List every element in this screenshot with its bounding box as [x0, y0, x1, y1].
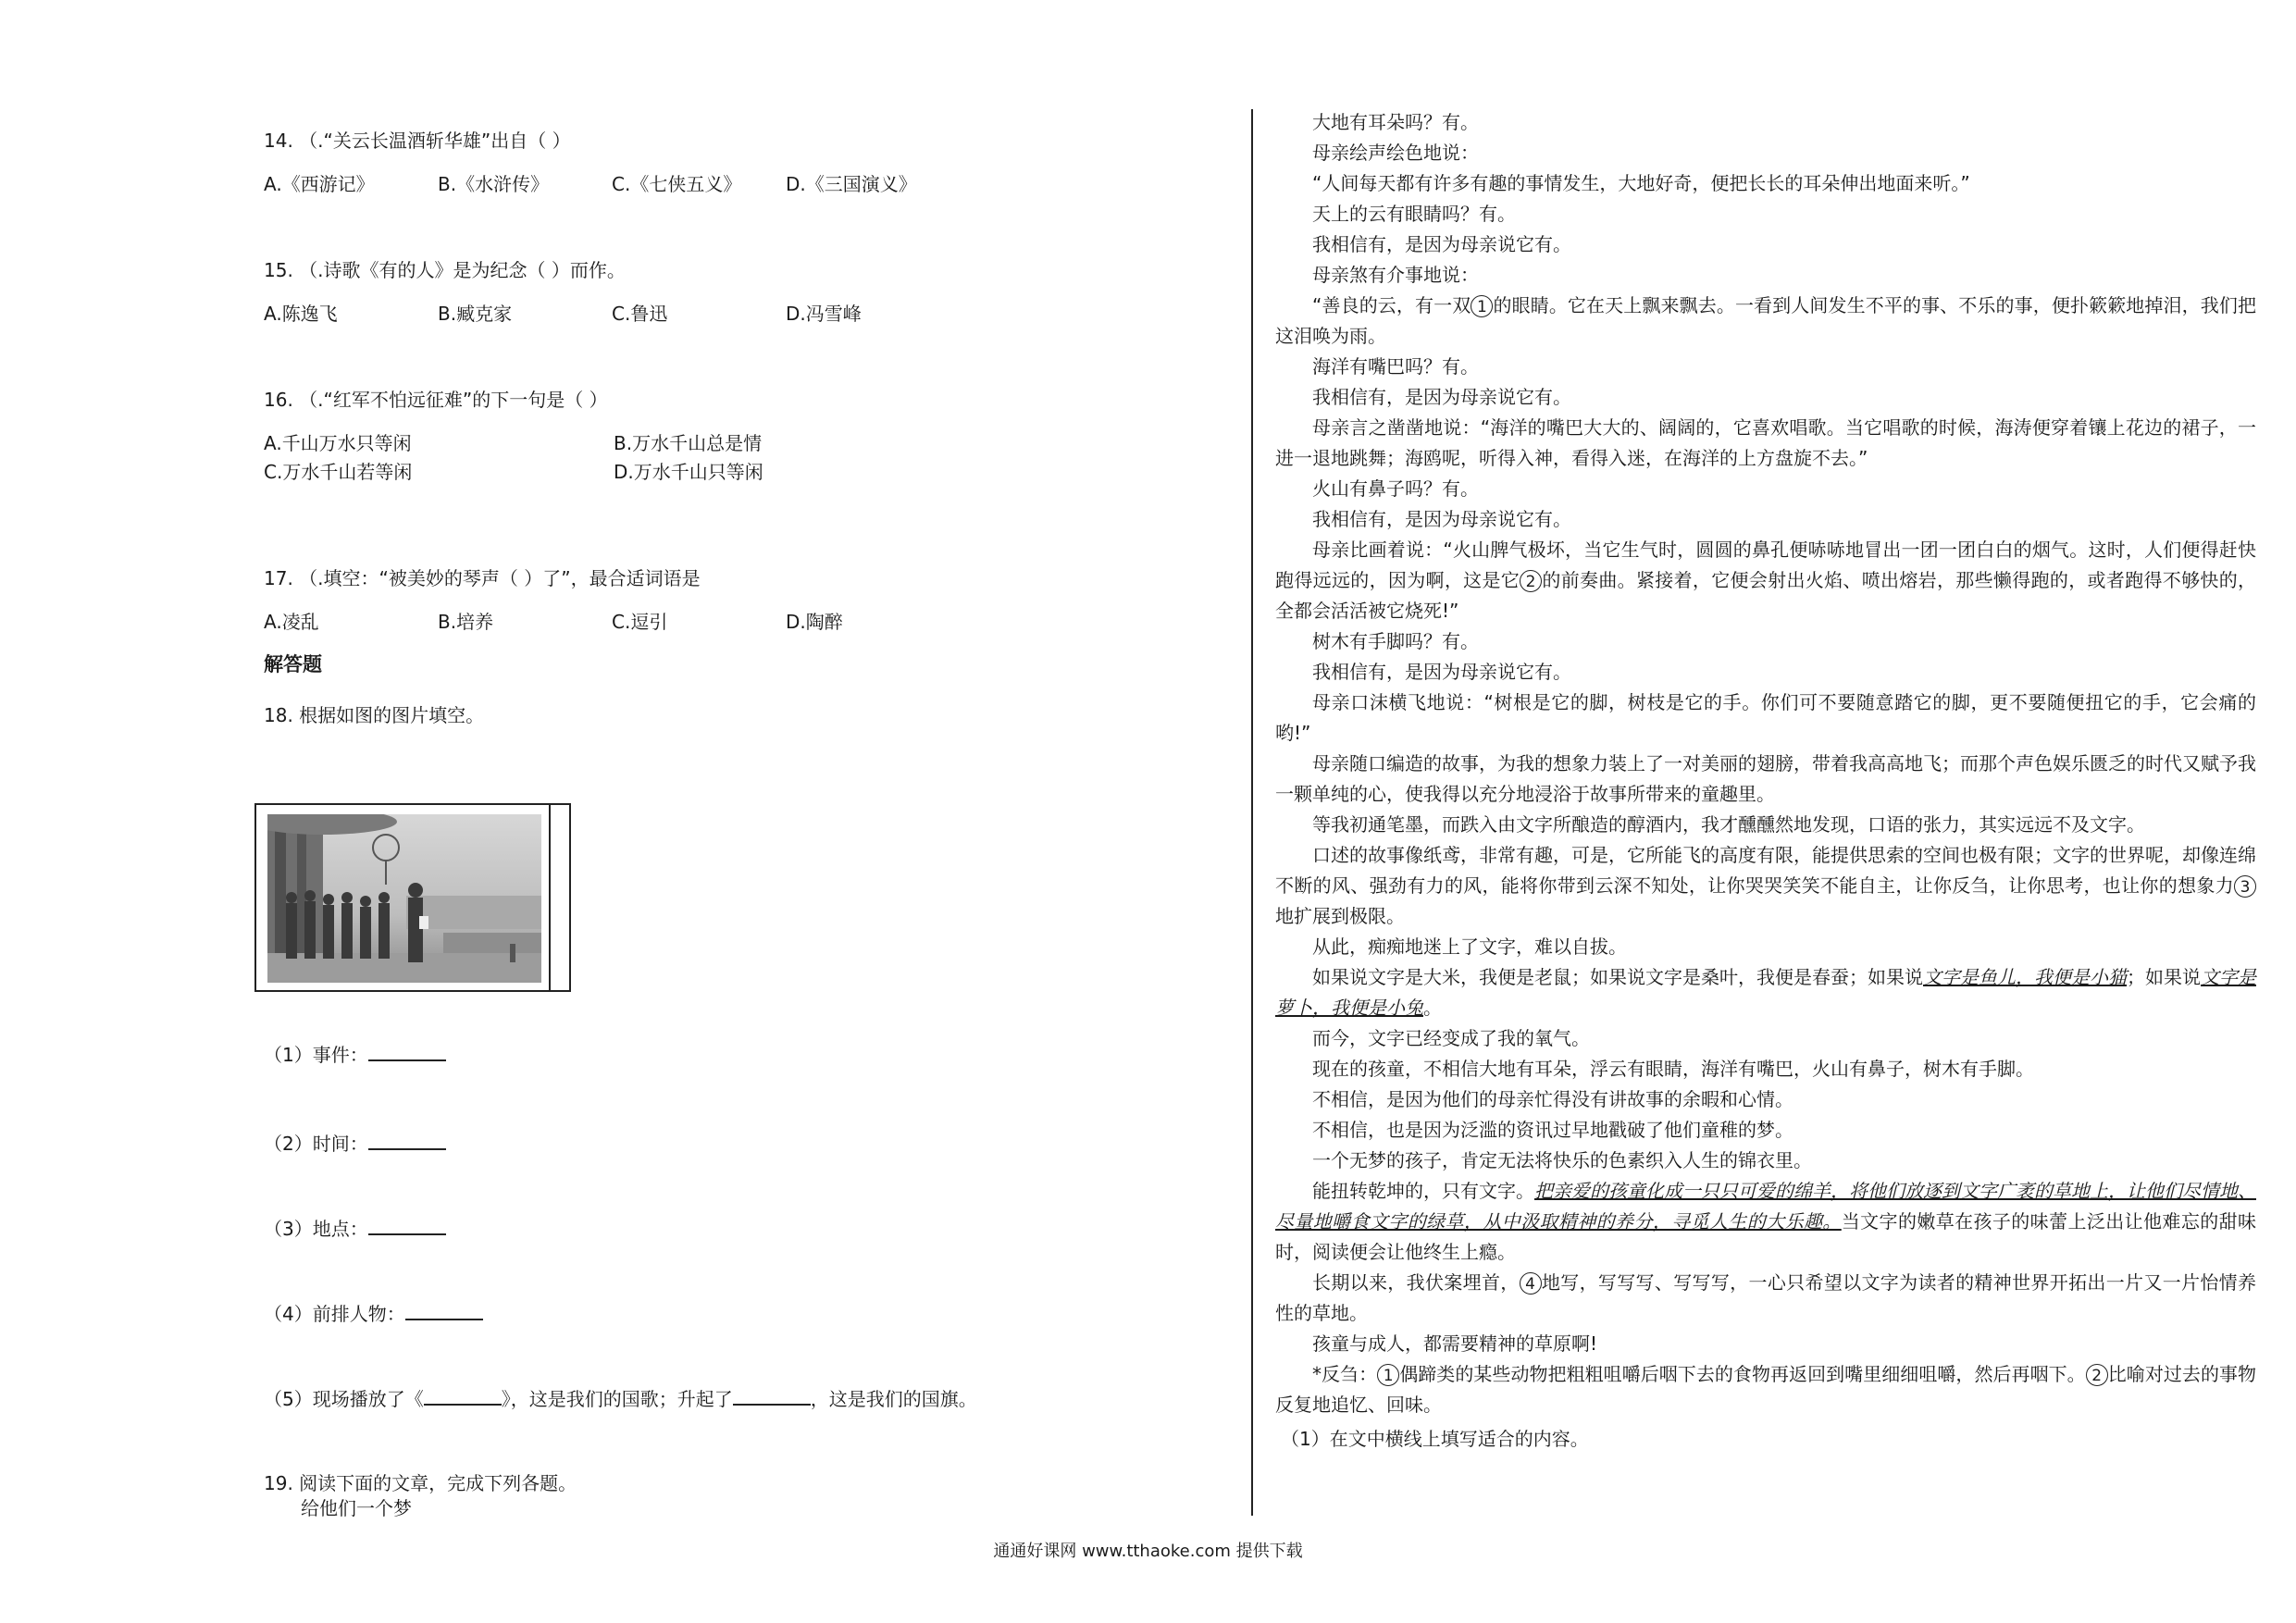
q14-stem: 14. （.“关云长温酒斩华雄”出自（ ） [264, 130, 571, 152]
q18-item-5-part-c: ，这是我们的国旗。 [810, 1388, 977, 1410]
q17-stem: 17. （.填空：“被美妙的琴声（ ）了”，最合适词语是 [264, 567, 701, 589]
q14-option-c[interactable]: C.《七侠五义》 [612, 173, 742, 195]
paragraph [1275, 291, 2256, 352]
paragraph: 大地有耳朵吗？有。 [1312, 111, 1479, 133]
paragraph: 不相信，是因为他们的母亲忙得没有讲故事的余暇和心情。 [1312, 1088, 1793, 1110]
paragraph [1275, 535, 2256, 626]
text-run: “善良的云，有一双 [1312, 294, 1471, 316]
paragraph: 我相信有，是因为母亲说它有。 [1312, 386, 1571, 408]
q14-options [264, 173, 1208, 196]
text-run: 能扭转乾坤的，只有文字。 [1312, 1180, 1534, 1202]
paragraph: “人间每天都有许多有趣的事情发生，大地好奇，便把长长的耳朵伸出地面来听。” [1312, 172, 1970, 194]
paragraph: 天上的云有眼睛吗？有。 [1312, 203, 1516, 225]
blank-marker-1[interactable]: 1 [1471, 295, 1493, 317]
text-run: 母亲比画着说：“火山脾气极坏，当它生气时，圆圆的鼻孔便哧哧地冒出一团一团白白的烟气。这时，人们便得赶快跑得远远的，因为啊，这是它 [1275, 539, 2256, 591]
text-run: 地扩展到极限。 [1275, 905, 1405, 927]
q16-option-d[interactable]: D.万水千山只等闲 [614, 461, 763, 483]
paragraph: 一个无梦的孩子，肯定无法将快乐的色素织入人生的锦衣里。 [1312, 1149, 1812, 1171]
column-divider [1251, 109, 1253, 1516]
section-title: 解答题 [264, 653, 322, 675]
footnote-number-1: 1 [1377, 1364, 1399, 1386]
q18-item-3-label: （3）地点： [264, 1218, 368, 1240]
footnote-number-2: 2 [2086, 1364, 2108, 1386]
q14-option-d[interactable]: D.《三国演义》 [786, 173, 917, 195]
page-footer: 通通好课网 www.tthaoke.com 提供下载 [993, 1542, 1303, 1561]
blank-event[interactable] [368, 1043, 446, 1061]
photo-frame-divider [549, 805, 551, 990]
q16-stem: 16. （.“红军不怕远征难”的下一句是（ ） [264, 389, 608, 411]
blank-marker-3[interactable]: 3 [2234, 875, 2256, 898]
q18-item-4-label: （4）前排人物： [264, 1303, 405, 1325]
q15-option-b[interactable]: B.臧克家 [438, 303, 513, 325]
q15-stem: 15. （.诗歌《有的人》是为纪念（ ）而作。 [264, 259, 626, 281]
paragraph: 母亲煞有介事地说： [1312, 264, 1479, 286]
blank-marker-4[interactable]: 4 [1520, 1272, 1542, 1295]
text-run: 。 [1423, 997, 1442, 1019]
text-run: 口述的故事像纸鸢，非常有趣，可是，它所能飞的高度有限，能提供思索的空间也极有限；文字的世界呢，却像连绵不断的风、强劲有力的风，能将你带到云深不知处，让你哭哭笑笑不能自主，让你反刍，让你思考，也让你的想象力 [1275, 844, 2256, 897]
q18-item-4 [264, 1302, 1208, 1326]
blank-flag[interactable] [733, 1387, 811, 1406]
q16-option-c[interactable]: C.万水千山若等闲 [264, 461, 413, 483]
q16-options [264, 432, 1208, 484]
sub-question-1: （1）在文中横线上填写适合的内容。 [1281, 1428, 1589, 1450]
paragraph: 我相信有，是因为母亲说它有。 [1312, 508, 1571, 530]
right-column [1275, 107, 2256, 1455]
paragraph [1275, 962, 2256, 1023]
text-run: 的前奏曲。紧接着，它便会射出火焰、喷出熔岩，那些懒得跑的，或者跑得不够快的，全都会活活被它烧死!” [1275, 569, 2257, 622]
blank-anthem[interactable] [424, 1387, 502, 1406]
text-run: ；如果说 [2127, 966, 2201, 988]
q14-option-a[interactable]: A.《西游记》 [264, 173, 375, 195]
text-run: 比喻对过去的事物反复地追忆、回味。 [1275, 1363, 2257, 1416]
q18-item-1-label: （1）事件： [264, 1044, 368, 1066]
paragraph: 母亲随口编造的故事，为我的想象力装上了一对美丽的翅膀，带着我高高地飞；而那个声色娱乐匮乏的时代又赋予我一颗单纯的心，使我得以充分地浸浴于故事所带来的童趣里。 [1275, 752, 2256, 805]
q17-option-d[interactable]: D.陶醉 [786, 611, 843, 633]
q18-item-2-label: （2）时间： [264, 1133, 368, 1155]
q14-option-b[interactable]: B.《水浒传》 [438, 173, 550, 195]
underlined-text: 文字是萝卜，我便是小兔 [1275, 966, 2256, 1019]
paragraph: 从此，痴痴地迷上了文字，难以自拔。 [1312, 935, 1627, 958]
paragraph: 母亲言之凿凿地说：“海洋的嘴巴大大的、阔阔的，它喜欢唱歌。当它唱歌的时候，海涛便穿着镶上花边的裙子，一进一退地跳舞；海鸥呢，听得入神，看得入迷，在海洋的上方盘旋不去。” [1275, 416, 2256, 469]
paragraph: 母亲绘声绘色地说： [1312, 142, 1479, 164]
text-run: 长期以来，我伏案埋首， [1312, 1271, 1520, 1294]
underlined-text: 文字是鱼儿，我便是小猫 [1923, 966, 2127, 988]
q15-options [264, 303, 1208, 326]
paragraph: 而今，文字已经变成了我的氧气。 [1312, 1027, 1590, 1049]
footnote [1275, 1359, 2256, 1420]
text-run: 如果说文字是大米，我便是老鼠；如果说文字是桑叶，我便是春蚕；如果说 [1312, 966, 1923, 988]
paragraph: 我相信有，是因为母亲说它有。 [1312, 661, 1571, 683]
q15-option-c[interactable]: C.鲁迅 [612, 303, 668, 325]
paragraph: 海洋有嘴巴吗？有。 [1312, 355, 1479, 378]
q15-option-a[interactable]: A.陈逸飞 [264, 303, 338, 325]
blank-marker-2[interactable]: 2 [1520, 570, 1542, 592]
text-run: 偶蹄类的某些动物把粗粗咀嚼后咽下去的食物再返回到嘴里细细咀嚼，然后再咽下。 [1399, 1363, 2086, 1385]
q18-item-3 [264, 1217, 1208, 1241]
text-run: 的眼睛。它在天上飘来飘去。一看到人间发生不平的事、不乐的事，便扑簌簌地掉泪，我们把这泪唤为雨。 [1275, 294, 2256, 347]
q18-stem: 18. 根据如图的图片填空。 [264, 704, 485, 727]
underlined-text: 把亲爱的孩童化成一只只可爱的绵羊，将他们放逐到文字广袤的草地上，让他们尽情地、尽量地嚼食文字的绿草，从中汲取精神的养分，寻觅人生的大乐趣。 [1275, 1180, 2256, 1233]
paragraph: 母亲口沫横飞地说：“树根是它的脚，树枝是它的手。你们可不要随意踏它的脚，更不要随便扭它的手，它会痛的哟!” [1275, 691, 2256, 744]
q17-option-c[interactable]: C.逗引 [612, 611, 668, 633]
q16-option-b[interactable]: B.万水千山总是情 [614, 432, 763, 454]
left-column [264, 130, 1208, 727]
q17-option-a[interactable]: A.凌乱 [264, 611, 319, 633]
q18-photo-frame [254, 803, 571, 992]
blank-time[interactable] [368, 1132, 446, 1150]
article-title: 给他们一个梦 [301, 1497, 412, 1519]
blank-people[interactable] [405, 1302, 483, 1320]
q18-item-5-part-b: 》，这是我们的国歌；升起了 [501, 1388, 733, 1410]
text-run: 当文字的嫩草在孩子的味蕾上泛出让他难忘的甜味时，阅读便会让他终生上瘾。 [1275, 1210, 2257, 1263]
paragraph: 我相信有，是因为母亲说它有。 [1312, 233, 1571, 255]
paragraph: 火山有鼻子吗？有。 [1312, 477, 1479, 500]
q18-photo [267, 814, 541, 983]
paragraph [1275, 840, 2256, 932]
q15-option-d[interactable]: D.冯雪峰 [786, 303, 862, 325]
paragraph: 不相信，也是因为泛滥的资讯过早地戳破了他们童稚的梦。 [1312, 1119, 1793, 1141]
paragraph: 孩童与成人，都需要精神的草原啊! [1312, 1332, 1598, 1355]
paragraph: 等我初通笔墨，而跌入由文字所酿造的醇酒内，我才醺醺然地发现，口语的张力，其实远远不及文字。 [1312, 813, 2145, 836]
q17-option-b[interactable]: B.培养 [438, 611, 494, 633]
q18-items [264, 1043, 1208, 1520]
text-run: *反刍： [1312, 1363, 1378, 1385]
q18-item-1 [264, 1043, 1208, 1067]
paragraph: 现在的孩童，不相信大地有耳朵，浮云有眼睛，海洋有嘴巴，火山有鼻子，树木有手脚。 [1312, 1058, 2034, 1080]
q18-item-5-part-a: （5）现场播放了《 [264, 1388, 424, 1410]
q19-stem: 19. 阅读下面的文章，完成下列各题。 [264, 1472, 577, 1494]
paragraph: 树木有手脚吗？有。 [1312, 630, 1479, 652]
q18-item-2 [264, 1132, 1208, 1156]
paragraph [1275, 1176, 2256, 1268]
q16-option-a[interactable]: A.千山万水只等闲 [264, 432, 412, 454]
text-run: 地写，写写写、写写写，一心只希望以文字为读者的精神世界开拓出一片又一片怡情养性的草地。 [1275, 1271, 2257, 1324]
blank-place[interactable] [368, 1217, 446, 1235]
q17-options [264, 611, 1208, 634]
q18-item-5 [264, 1387, 1208, 1411]
paragraph [1275, 1268, 2256, 1329]
